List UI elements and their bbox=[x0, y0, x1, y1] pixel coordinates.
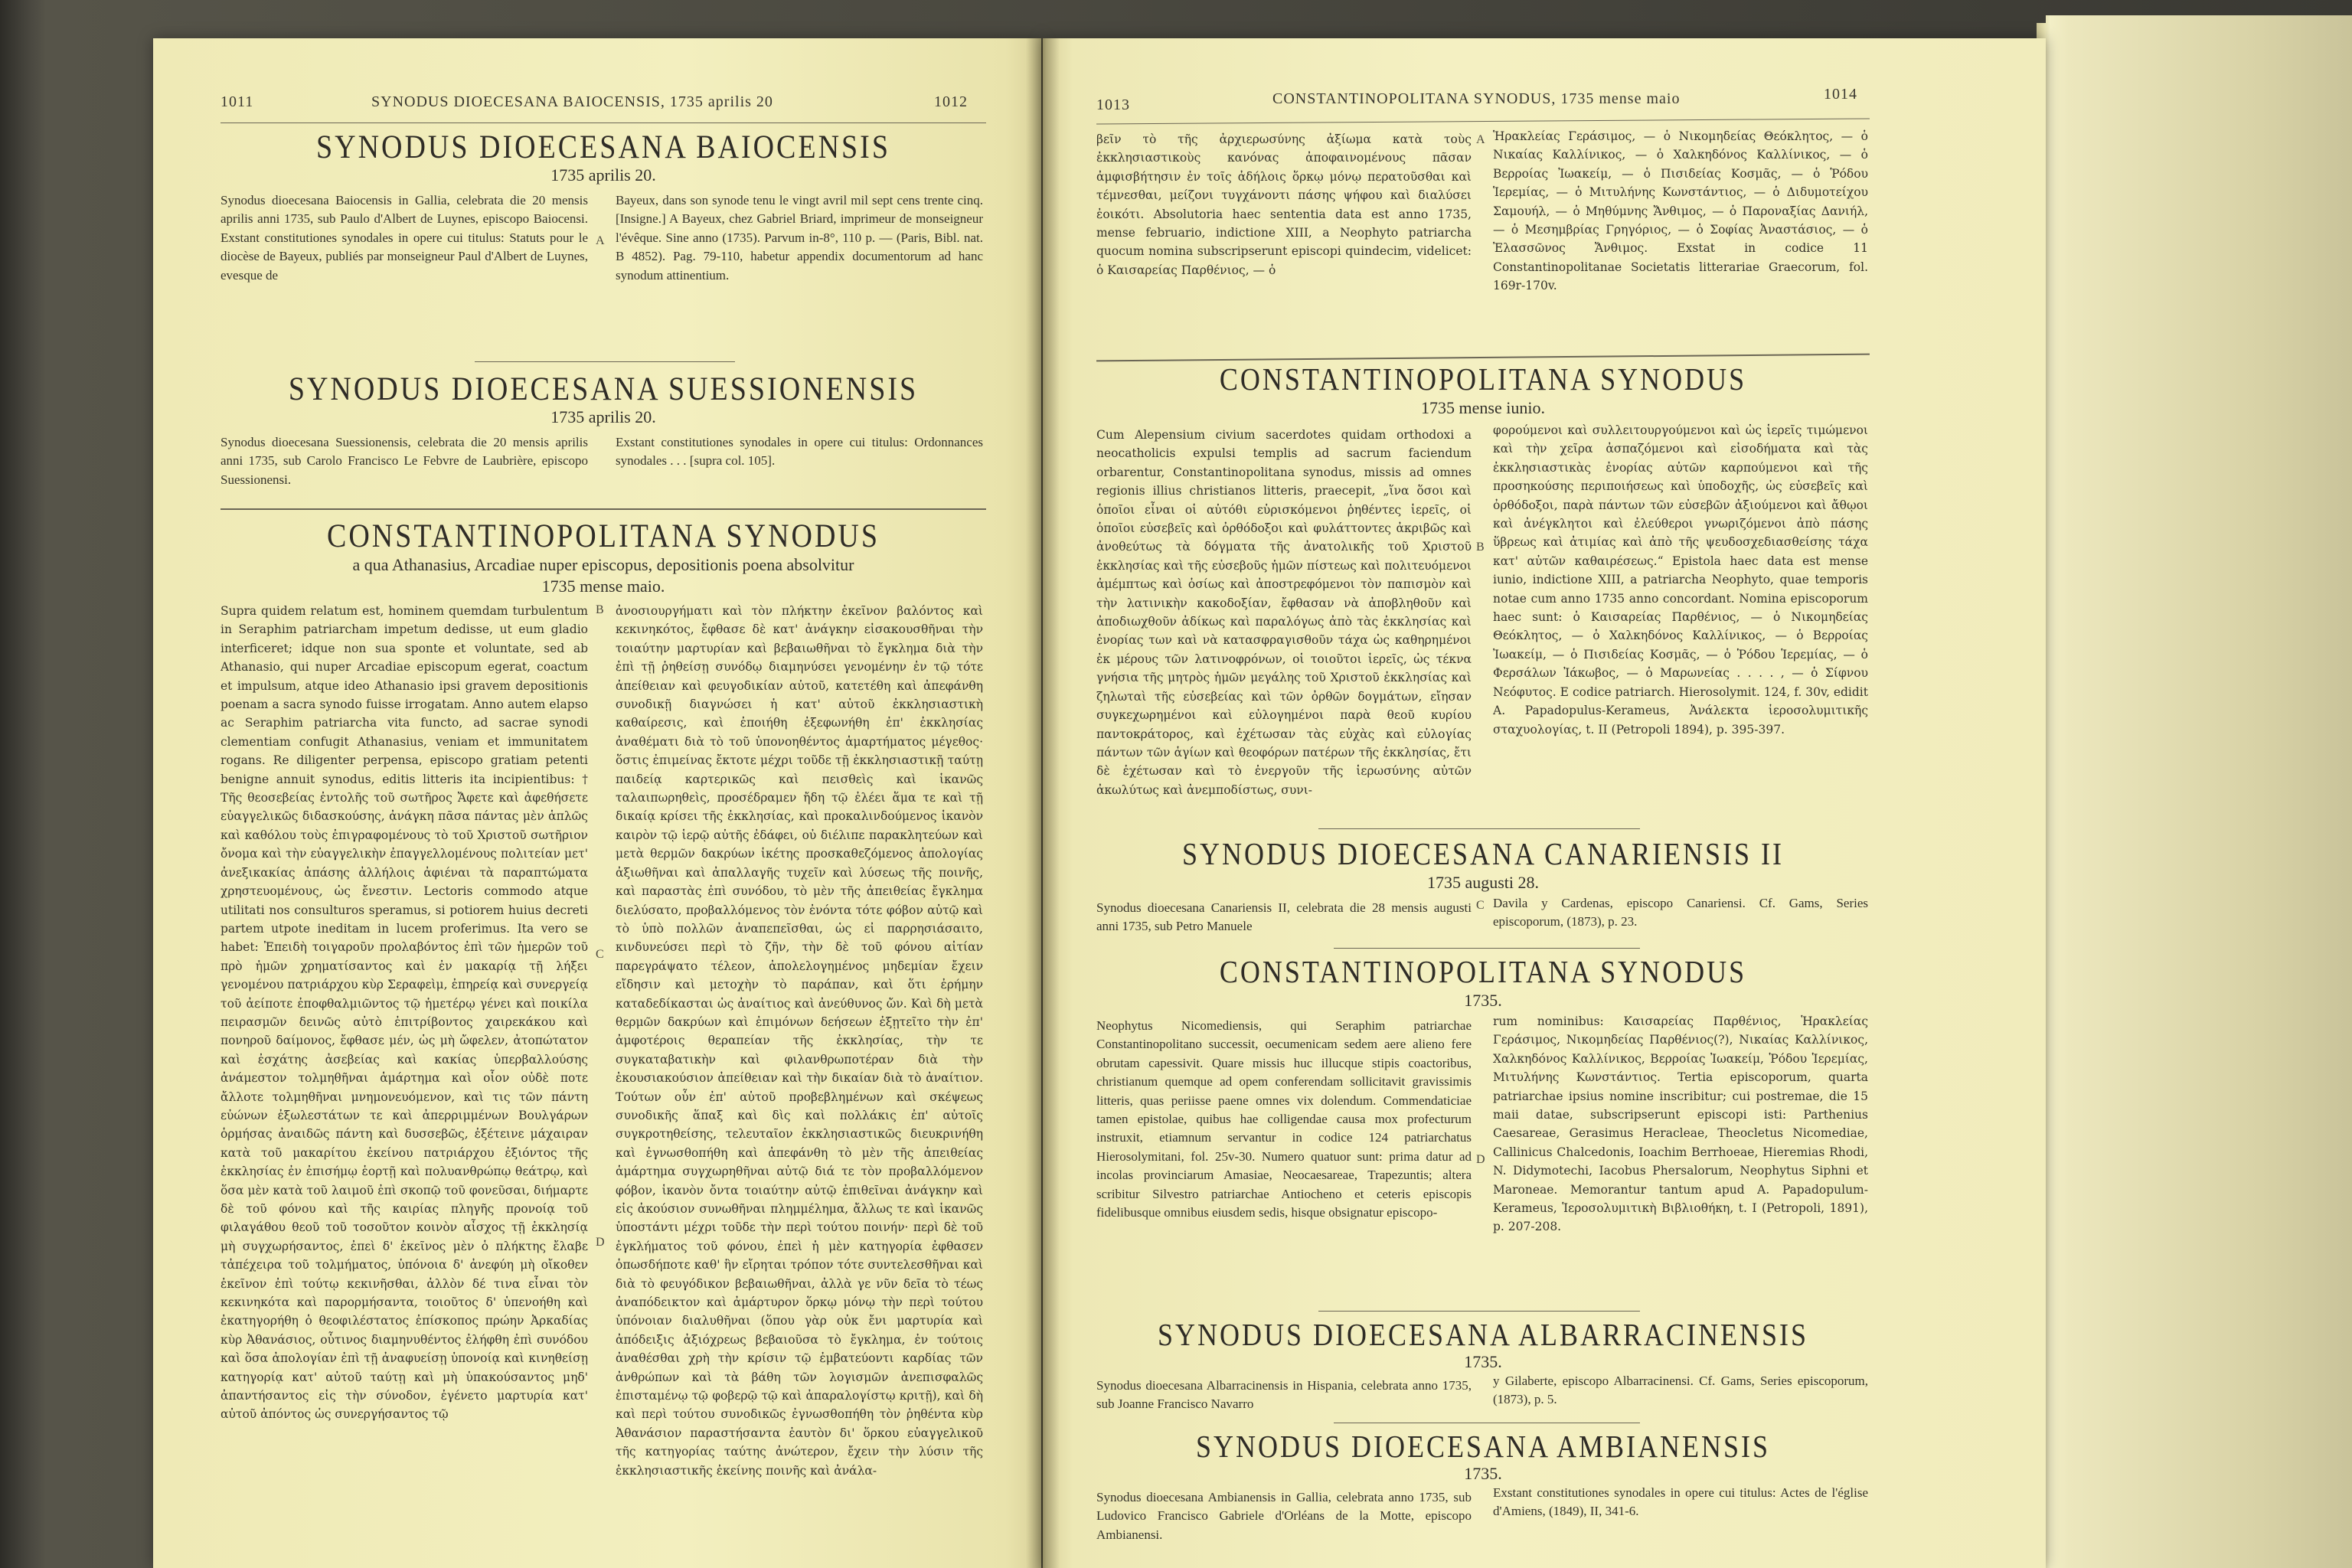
margin-letter: A bbox=[596, 234, 605, 247]
section-title: CONSTANTINOPOLITANA SYNODUS bbox=[1219, 954, 1747, 989]
section-title: SYNODUS DIOECESANA AMBIANENSIS bbox=[1195, 1429, 1771, 1464]
text-column-2: Ἡρακλείας Γεράσιμος, — ὁ Νικομηδείας Θεόκλητος, — ὁ Νικαίας Καλλίνικος, — ὁ Χαλκηδόνος Καλλίνικος, — ὁ Βερροίας Ἰωακείμ, — ὁ Πισιδείας Κοσμᾶς, — ὁ Ῥόδου Ἱερεμίας, — ὁ Μιτυλήνης Κωνστάντιος, — ὁ Διδυμοτείχου Σαμουήλ, — ὁ Μηθύμνης Ἄνθιμος, — ὁ Παροναξίας Δανιήλ, — ὁ Μεσημβρίας Γρηγόριος, — ὁ Σοφίας Ἀναστάσιος, — ὁ Ἐλασσῶνος Ἄνθιμος. Exstat in codice 11 Constantinopolitanae Societatis litterariae Graecorum, fol. 169r-170v. bbox=[1493, 129, 1868, 293]
running-title-right: CONSTANTINOPOLITANA SYNODUS, 1735 mense maio bbox=[1272, 90, 1681, 107]
section-title: SYNODUS DIOECESANA BAIOCENSIS bbox=[316, 128, 890, 166]
section-date: 1735 aprilis 20. bbox=[550, 407, 656, 426]
page-stack bbox=[2046, 15, 2352, 1568]
section-rule bbox=[475, 361, 735, 362]
left-page bbox=[153, 38, 1041, 1568]
text-column-1: Synodus dioecesana Albarracinensis in Hispania, celebrata anno 1735, sub Joanne Francisco Navarro bbox=[1096, 1378, 1472, 1412]
section-date: 1735. bbox=[1464, 1352, 1502, 1371]
margin-letter: C bbox=[596, 948, 604, 961]
section-title: SYNODUS DIOECESANA ALBARRACINENSIS bbox=[1157, 1317, 1809, 1352]
margin-letter: A bbox=[1476, 133, 1485, 146]
section-rule bbox=[1318, 828, 1640, 829]
right-page bbox=[1043, 38, 2046, 1568]
section-title: CONSTANTINOPOLITANA SYNODUS bbox=[1219, 361, 1747, 397]
section-subtitle: a qua Athanasius, Arcadiae nuper episcopus, depositionis poena absolvitur bbox=[352, 555, 854, 574]
margin-letter: C bbox=[1476, 899, 1485, 912]
section-title: CONSTANTINOPOLITANA SYNODUS bbox=[327, 517, 880, 555]
section-rule bbox=[1318, 1311, 1640, 1312]
text-column-2: y Gilaberte, episcopo Albarracinensi. Cf. Gams, Series episcoporum, (1873), p. 5. bbox=[1493, 1374, 1868, 1407]
text-column-2: Davila y Cardenas, episcopo Canariensi. Cf. Gams, Series episcoporum, (1873), p. 23. bbox=[1493, 896, 1868, 929]
text-column-2: Exstant constitutiones synodales in opere cui titulus: Actes de l'église d'Amiens, (1849), II, 341-6. bbox=[1493, 1485, 1868, 1519]
text-column-1: βεῖν τὸ τῆς ἀρχιερωσύνης ἀξίωμα κατὰ τοὺς ἐκκλησιαστικοὺς κανόνας ἀποφαινομένους πᾶσαν ἀμφισβήτησιν ἐν τοῖς ἀδήλοις ὅρκῳ μόνῳ περατοῦσθαι καὶ τέμνεσθαι, μείζονι τυγχάνοντι πάσης ψήφου καὶ διαλύσει ἐοικότι. Absolutoria haec sententia data est anno 1735, mense februario, indictione XIII, a Neophyto patriarcha quocum nomina subscripserunt episcopi quindecim, videlicet: ὁ Καισαρείας Παρθένιος, — ὁ bbox=[1096, 132, 1472, 277]
section-rule bbox=[220, 508, 986, 510]
text-column-1: Synodus dioecesana Baiocensis in Gallia, celebrata die 20 mensis aprilis anni 1735, sub Paulo d'Albert de Luynes, episcopo Baiocensi. Exstant constitutiones synodales in opere cui titulus: Statuts pour le diocèse de Bayeux, publiés par monseigneur Paul d'Albert de Luynes, evesque de bbox=[220, 193, 588, 283]
page-number-right: 1012 bbox=[934, 93, 968, 110]
section-title: SYNODUS DIOECESANA SUESSIONENSIS bbox=[288, 370, 919, 408]
section-date: 1735 aprilis 20. bbox=[550, 165, 656, 185]
margin-letter: D bbox=[1476, 1153, 1485, 1166]
header-rule bbox=[1096, 118, 1870, 124]
margin-letter: B bbox=[1476, 541, 1485, 554]
text-column-1: Cum Alepensium civium sacerdotes quidam orthodoxi a neocatholicis expulsi templis ad sacrum faciendum orbarentur, Constantinopolitana synodus, missis ad omnes regionis illius christianos litteris, praecepit, „ἵνα ὅσοι καὶ ὁποῖοι εἶναι οἱ αὐτόθι εὑρισκόμενοι ῥηθέντες ἱερεῖς, οἱ ὁποῖοι εὐσεβεῖς καὶ ὀρθόδοξοι καὶ φυλάττοντες ἀκριβῶς καὶ ἀνοθεύτως τὰ δόγματα τῆς ἀνατολικῆς τοῦ Χριστοῦ ἐκκλησίας καὶ τῆς εὐσεβοῦς ἡμῶν πίστεως καὶ πολιτευόμενοι ἀμέμπτως καὶ ὁσίως καὶ ἀποστρεφόμενοι τὸν παπισμὸν καὶ τὴν λατινικὴν κακοδοξίαν, ἔφθασαν νὰ ἀποβληθοῦν καὶ ἀποδιωχθοῦν ἀδίκως καὶ παραλόγως ἀπὸ τὰς ἐκκλησίας καὶ ἐνορίας των καὶ νὰ κατασφραγισθοῦν τάχα ὡς καθηρημένοι ἐκ μέρους τῶν λατινοφρόνων, οἱ τοιοῦτοι ἱερεῖς, ὡς τέκνα γνήσια τῆς μητρὸς ἡμῶν μεγάλης τοῦ Χριστοῦ ἐκκλησίας καὶ ζηλωταὶ τῆς εὐσεβείας καὶ τῶν ὀρθῶν δογμάτων, εἴησαν συγκεχωρημένοι καὶ εὐλογημένοι παρὰ θεοῦ κυρίου παντοκράτορος, καὶ ἐχέτωσαν τὰς εὐχὰς καὶ εὐλογίας πάντων τῶν ἁγίων καὶ θεοφόρων πατέρων τῆς ἐκκλησίας, ἔτι δὲ ἐχέτωσαν καὶ τὸ ἐνεργοῦν τῆς ἱερωσύνης αὐτῶν ἀκωλύτως καὶ ἀνεμποδίστως, συνι- bbox=[1096, 428, 1472, 797]
section-date: 1735 mense iunio. bbox=[1421, 398, 1545, 417]
text-column-2: ἀνοσιουργήματι καὶ τὸν πλήκτην ἐκεῖνον βαλόντος καὶ κεκινηκότος, ἔφθασε δὲ κατ' ἀνάγκην εἰσακουσθῆναι τὴν τοιαύτην μαρτυρίαν καὶ βεβαιωθῆναι τὸ ἔγκλημα διὰ τὴν ἐπὶ τῇ ῥηθείσῃ συνόδῳ διαμηνύσει γενομένην ἐν τῷ τότε ἀπείθειαν καὶ φευγοδικίαν αὐτοῦ, κατετέθη καὶ ἀπεφάνθη συνοδικῇ διαγνώσει ἡ κατ' αὐτοῦ ἐκκλησιαστικὴ καθαίρεσις, καὶ ἐποιήθη ἐξεφωνήθη ἐπ' ἐκκλησίας ἀναθέματι διὰ τὸ τοῦ ὑπονοηθέντος ἁμαρτήματος μέγεθος· ὅστις ἐπιμείνας ἔκτοτε μέχρι τοῦδε τῇ ἐκκλησιαστικῇ ταύτῃ παιδείᾳ καρτερικῶς καὶ πεισθεὶς καὶ ἱκανῶς ταλαιπωρηθεὶς, προσέδραμεν ἤδη τῷ ἐλέει ἅμα τε καὶ τῇ δικαίᾳ κρίσει τῆς ἐκκλησίας, καὶ προκαλινδούμενος ἱκανὸν καιρὸν τῷ ἱερῷ αὐτῆς ἐδάφει, οὐ διέλιπε παρακλητεύων καὶ μετὰ θερμῶν δακρύων ἱκέτης προσκαθεζόμενος ἀπολογίας ἀξιωθῆναι καὶ ἀπαλλαγῆς τυχεῖν καὶ λύσεως τῆς ποινῆς, καὶ παραστὰς ἐπὶ συνόδου, τὸ μὲν τῆς ἀπειθείας ἔγκλημα διελύσατο, προβαλλόμενος τὸν ἐνόντα τότε φόβον αὐτῷ καὶ τὸ ὑπὸ πολλῶν ἀναπεπεῖσθαι, ὡς εἰ παρρησιάσαιτο, κινδυνεύσει περὶ τὸ ζῆν, τὴν δὲ τοῦ φόνου αἰτίαν παρεγράψατο τέλεον, ἀπολελογημένος μηδεμίαν ἔχειν εἴδησιν καὶ μετοχὴν τὸ παράπαν, καὶ ὅτι ἐρήμην καταδεδίκασται ὡς ἀναίτιος καὶ ἀνεύθυνος ὤν. Καὶ δὴ μετὰ θερμῶν δακρύων καὶ ἐπιμόνων δεήσεων ἐξῃτεῖτο τὴν ἐπ' ἀμφοτέροις θεραπείαν τῆς ἐκκλησίας, τὴν τε συγκαταβατικὴν καὶ φιλανθρωποτέραν διὰ τὴν ἑκουσιακούσιον ἀπείθειαν καὶ τὴν δικαίαν διὰ τὸ ἀναίτιον. Τούτων οὖν ἐπ' αὐτοῦ προβεβλημένων καὶ σκέψεως συνοδικῆς ἅπαξ καὶ δὶς καὶ πολλάκις ἐπ' αὐτοῖς συγκροτηθείσης, τελευταῖον ἐκκλησιαστικῶς διευκρινήθη καὶ ἐγνωσθοπήθη καὶ ἀπεφάνθη τὸ μὲν τῆς ἀπειθείας ἁμάρτημα συγχωρηθῆναι αὐτῷ διά τε τὸν προβαλλόμενον φόβον, ἱκανὸν ὄντα τοιαύτην αὐτῷ ἐπιθεῖναι ἀνάγκην καὶ εἰς ἀκούσιον συνωθῆναι πλημμέλημα, ἄλλως τε καὶ ἱκανῶς ὑποστάντι μέχρι τοῦδε τὴν περὶ τούτου ποινήν· περὶ δὲ τοῦ ἐγκλήματος τοῦ φόνου, ἐπεὶ ἡ μὲν κατηγορία ἐφθασεν ὁπωσδήποτε καθ' ἣν εἴρηται τρόπον τότε συντελεσθῆναι καὶ διὰ τὸ φευγόδικον βεβαιωθῆναι, ἀλλὰ γε νῦν δεῖα τὸ τέως ἀναπόδεικτον καὶ ἀμάρτυρον ὅρκῳ μόνῳ τὴν περὶ τούτου ὑπόνοιαν διαλυθῆναι (ὅπου γὰρ οὐκ ἔνι μαρτυρία καὶ ἀπόδειξις ἀξιόχρεως βεβαιοῦσα τὸ ἔγκλημα, ἐν τούτοις ἀναθέσθαι χρὴ τὴν κρίσιν τῷ ἐμβατεύοντι καρδίας τῶν ἀνθρώπων καὶ τὰ βάθη τῶν λογισμῶν ἀνεπισφαλῶς ἐπισταμένῳ τῷ φοβερῷ τῷ καὶ ἀπαραλογίστῳ κριτῇ), καὶ δὴ καὶ περὶ τούτου συνοδικῶς ἐγνωσθοπήθη τὸν ῥηθέντα κὺρ Ἀθανάσιον παραστήσαντα ἑαυτὸν δι' ὅρκου εὐαγγελικοῦ τῆς κατηγορίας ταύτης ἀνώτερον, ἔχειν τὴν λύσιν τῆς ἐκκλησιαστικῆς ἐκείνης ποινῆς καὶ ἀνάλα- bbox=[616, 604, 983, 1478]
text-column-2: Bayeux, dans son synode tenu le vingt avril mil sept cens trente cinq. [Insigne.] A Bayeux, chez Gabriel Briard, imprimeur de monseigneur l'évêque. Sine anno (1735). Parvum in-8°, 110 p. — (Paris, Bibl. nat. B 4852). Pag. 79-110, habetur appendix documentorum ad hanc synodum attinentium. bbox=[616, 193, 983, 283]
section-rule bbox=[1334, 948, 1640, 949]
section-date: 1735 mense maio. bbox=[541, 577, 665, 596]
section-date: 1735 augusti 28. bbox=[1426, 873, 1540, 892]
running-title-left: SYNODUS DIOECESANA BAIOCENSIS, 1735 aprilis 20 bbox=[371, 93, 773, 110]
text-column-1: Synodus dioecesana Suessionensis, celebrata die 20 mensis aprilis anni 1735, sub Carolo Francisco Le Febvre de Laubrière, episcopo Suessionensi. bbox=[220, 435, 588, 487]
text-column-1: Neophytus Nicomediensis, qui Seraphim patriarchae Constantinopolitano successit, oecumenicam sedem aere alieno fere obrutam capessivit. Quare missis huc illucque stipis coactoribus, christianum quemque ad opem conferendam sollicitavit gravissimis litteris, quas periisse paene omnes vix dolendum. Commendaticiae tamen epistolae, quibus hae colligendae causa mox profecturum instruxit, etiamnum servantur in codice 124 patriarchatus Hierosolymitani, fol. 25v-30. Numero quatuor sunt: prima datur ad incolas provinciarum Amasiae, Neocaesareae, Trapezuntis; altera scribitur Silvestro patriarchae Antiocheno et ceteris episcopis fidelibusque omnibus eiusdem sedis, hisque obsignatur episcopo- bbox=[1096, 1018, 1472, 1220]
text-column-2: Exstant constitutiones synodales in opere cui titulus: Ordonnances synodales . . . [supra col. 105]. bbox=[616, 435, 983, 469]
text-column-1: Supra quidem relatum est, hominem quemdam turbulentum in Seraphim patriarcham impetum dedisse, ut eum gladio interficeret; idque non sua sponte et voluntate, sed ab Athanasio, qui nuper Arcadiae episcopum egerat, coactum et impulsum, atque ideo Athanasio ipsi gravem depositionis poenam a sacra synodo fuisse irrogatam. Anno autem elapso ac Seraphim patriarcha vita functo, ad sacrae synodi clementiam confugit Athanasius, veniam et immunitatem rogans. Re diligenter perpensa, episcopo gratiam petenti benigne annuit synodus, editis litteris ita incipientibus: † Τῆς θεοσεβείας ἐντολῆς τοῦ σωτῆρος Ἄφετε καὶ ἀφεθήσετε εὐαγγελικῶς διδασκούσης, ἀνάγκη πᾶσα πάντας μὲν ἁπλῶς καὶ καθόλου τοὺς ἐπιγραφομένους τὸ τοῦ Χριστοῦ σωτῆριον ὄνομα καὶ τὴν εὐαγγελικὴν ἐπαγγελλομένους πολιτείαν μετ' ἀνεξικακίας ἀπάσης ἀλλήλοις ἀφιέναι τὰ παραπτώματα χρηστευομένους, ὡς ἔνεστιν. Lectoris commodo atque utilitati nos consulturos speramus, si potiorem huius decreti partem utpote ineditam in lucem proferimus. Ita vero se habet: Ἐπειδὴ τοιγαροῦν προλαβόντος ἐπὶ τῶν ἡμερῶν τοῦ πρὸ ἡμῶν χρηματίσαντος καὶ ἐν μακαρίᾳ τῇ λήξει γενομένου πατριάρχου κὺρ Σεραφεὶμ, ἐπηρείᾳ καὶ συνεργείᾳ τοῦ ἀείποτε ἐποφθαλμιῶντος τῷ ἡμετέρῳ γένει καὶ ποικίλα πειρασμῶν δεινῶς αὐτὸ ἐπιτρίβοντος χαιρεκάκου καὶ πονηροῦ δαίμονος, ἔφθασε μέν, ὡς μὴ ὤφελεν, ἀτοπώτατον καὶ ἐσχάτης ἀσεβείας καὶ κακίας ὑπερβαλλούσης ἀνάμεστον τολμηθῆναι ἁμάρτημα καὶ οἷον οὐδὲ ποτε ἄλλοτε τολμηθῆναι μνημονευόμενον, καὶ τις τῶν πάντη εὐώνων ἐξωλεστάτων τε καὶ ἀπερριμμένων Βουλγάρων ὁρμήσας ἀναιδῶς πάντη καὶ δυσσεβῶς, ἐξέτεινε μάχαιραν κατὰ τοῦ μακαρίτου ἐκείνου πατριάρχου ἐξιόντος τῆς ἐκκλησίας ἐν ἐπισήμῳ ἑορτῇ καὶ πολυανθρώπῳ θεάτρῳ, καὶ ὅσα μὲν κατὰ τοῦ λαιμοῦ ἐπὶ σκοπῷ τοῦ φονεῦσαι, διήμαρτε δὲ τοῦ φόνου καὶ τῆς καιρίας πληγῆς προνοίᾳ τοῦ φιλαγάθου θεοῦ τοῦ τοσοῦτον κοινὸν αἶσχος τῇ ἐκκλησίᾳ μὴ συγχωρήσαντος, ἐπεὶ δ' ἐκεῖνος μὲν ὁ πλήκτης ἔλαβε τἀπέχειρα τοῦ τολμήματος, ὑπόνοια δ' ἀνεφύη μὴ οἴκοθεν ἐκεῖνον ἐπὶ τούτῳ κεκινῆσθαι, ἀλλὸν δέ τινα εἶναι τὸν κεκινηκότα καὶ παρορμήσαντα, τοιοῦτος δ' ὑπενοήθη καὶ ἐκατηγορήθη ὁ θεοφιλέστατος ἐπίσκοπος πρώην Ἀρκαδίας κὺρ Ἀθανάσιος, οὗτινος διαμηνυθέντος ἐλήφθη ἐπὶ συνόδου καὶ ὅσα ἀπολογίαν ἐπὶ τῇ ἀναφυείσῃ ὑπονοίᾳ καὶ κινηθείσῃ κατηγορίᾳ κατ' αὐτοῦ ταύτῃ καὶ μὴ ὑπακούσαντος μηδ' ἀπαντήσαντος εἰς τὴν σύνοδον, ἐγένετο μαρτυρία κατ' αὐτοῦ ἀπόντος ὡς συνεργήσαντος τῷ bbox=[220, 604, 588, 1422]
text-column-2: rum nominibus: Καισαρείας Παρθένιος, Ἡρακλείας Γεράσιμος, Νικομηδείας Παρθένιος(?), Νικαίας Καλλίνικος, Χαλκηδόνος Καλλίνικος, Βερροίας Ἰωακείμ, Ῥόδου Ἱερεμίας, Μιτυλήνης Κωνστάντιος. Tertia episcoporum, quarta patriarchae ipsius nomine inscribitur; cui postremae, die 15 maii datae, subscripserunt episcopi isti: Parthenius Caesareae, Gerasimus Heracleae, Theocletus Nicomediae, Callinicus Chalcedonis, Ioachim Berrhoeae, Hieremias Rhodi, N. Didymotechi, Iacobus Phersalorum, Neophytus Siphni et Maroneae. Memorantur tantum apud A. Papadopulum-Kerameus, Ἱεροσολυμιτικὴ Βιβλιοθήκη, t. I (Petropoli, 1891), p. 207-208. bbox=[1493, 1014, 1868, 1234]
section-date: 1735. bbox=[1464, 1464, 1502, 1483]
text-column-1: Synodus dioecesana Canariensis II, celebrata die 28 mensis augusti anni 1735, sub Petro Manuele bbox=[1096, 900, 1472, 934]
page-number-left: 1013 bbox=[1096, 96, 1130, 113]
section-title: SYNODUS DIOECESANA CANARIENSIS II bbox=[1181, 836, 1785, 871]
text-column-1: Synodus dioecesana Ambianensis in Gallia, celebrata anno 1735, sub Ludovico Francisco Gabriele d'Orléans de la Motte, episcopo Ambianensi. bbox=[1096, 1490, 1472, 1542]
margin-letter: D bbox=[596, 1236, 605, 1249]
section-date: 1735. bbox=[1464, 991, 1502, 1010]
page-number-right: 1014 bbox=[1824, 86, 1857, 103]
text-column-2: φορούμενοι καὶ συλλειτουργούμενοι καὶ ὡς ἱερεῖς τιμώμενοι καὶ τὴν χεῖρα ἀσπαζόμενοι καὶ εἰσοδήματα καὶ τὰς ἐκκλησιαστικὰς ἐνορίας αὐτῶν καρπούμενοι καὶ τῆς προσηκούσης περιποιήσεως καὶ ὑποδοχῆς, ὡς εὐσεβεῖς καὶ ὀρθόδοξοι, παρὰ πάντων τῶν εὐσεβῶν ἀξιούμενοι καὶ ἄθῳοι καὶ ἀνέγκλητοι καὶ ἐλεύθεροι γνωριζόμενοι ἀπὸ πάσης ὕβρεως καὶ ἀτιμίας καὶ ἀπὸ τῆς ψευδοσχεδιασθείσης τάχα κατ' αὐτῶν καθαιρέσεως.“ Epistola haec data est mense iunio, indictione XIII, a patriarcha Neophyto, quae temporis notae cum anno 1735 anno concordant. Nomina episcoporum haec sunt: ὁ Καισαρείας Παρθένιος, — ὁ Νικομηδείας Θεόκλητος, — ὁ Χαλκηδόνος Καλλίνικος, — ὁ Βερροίας Ἰωακείμ, — ὁ Πισιδείας Κοσμᾶς, — ὁ Ῥόδου Ἱερεμίας, — ὁ Φερσάλων Ἰάκωβος, — ὁ Μαρωνείας . . . . , — ὁ Σίφνου Νεόφυτος. E codice patriarch. Hierosolymit. 124, f. 30v, edidit A. Papadopulus-Kerameus, Ἀνάλεκτα ἱεροσολυμιτικῆς σταχυολογίας, t. II (Petropoli 1894), p. 395-397. bbox=[1493, 423, 1868, 737]
book-gutter bbox=[1026, 38, 1060, 1568]
header-rule bbox=[220, 122, 986, 123]
margin-letter: B bbox=[596, 603, 604, 616]
page-number-left: 1011 bbox=[220, 93, 254, 110]
